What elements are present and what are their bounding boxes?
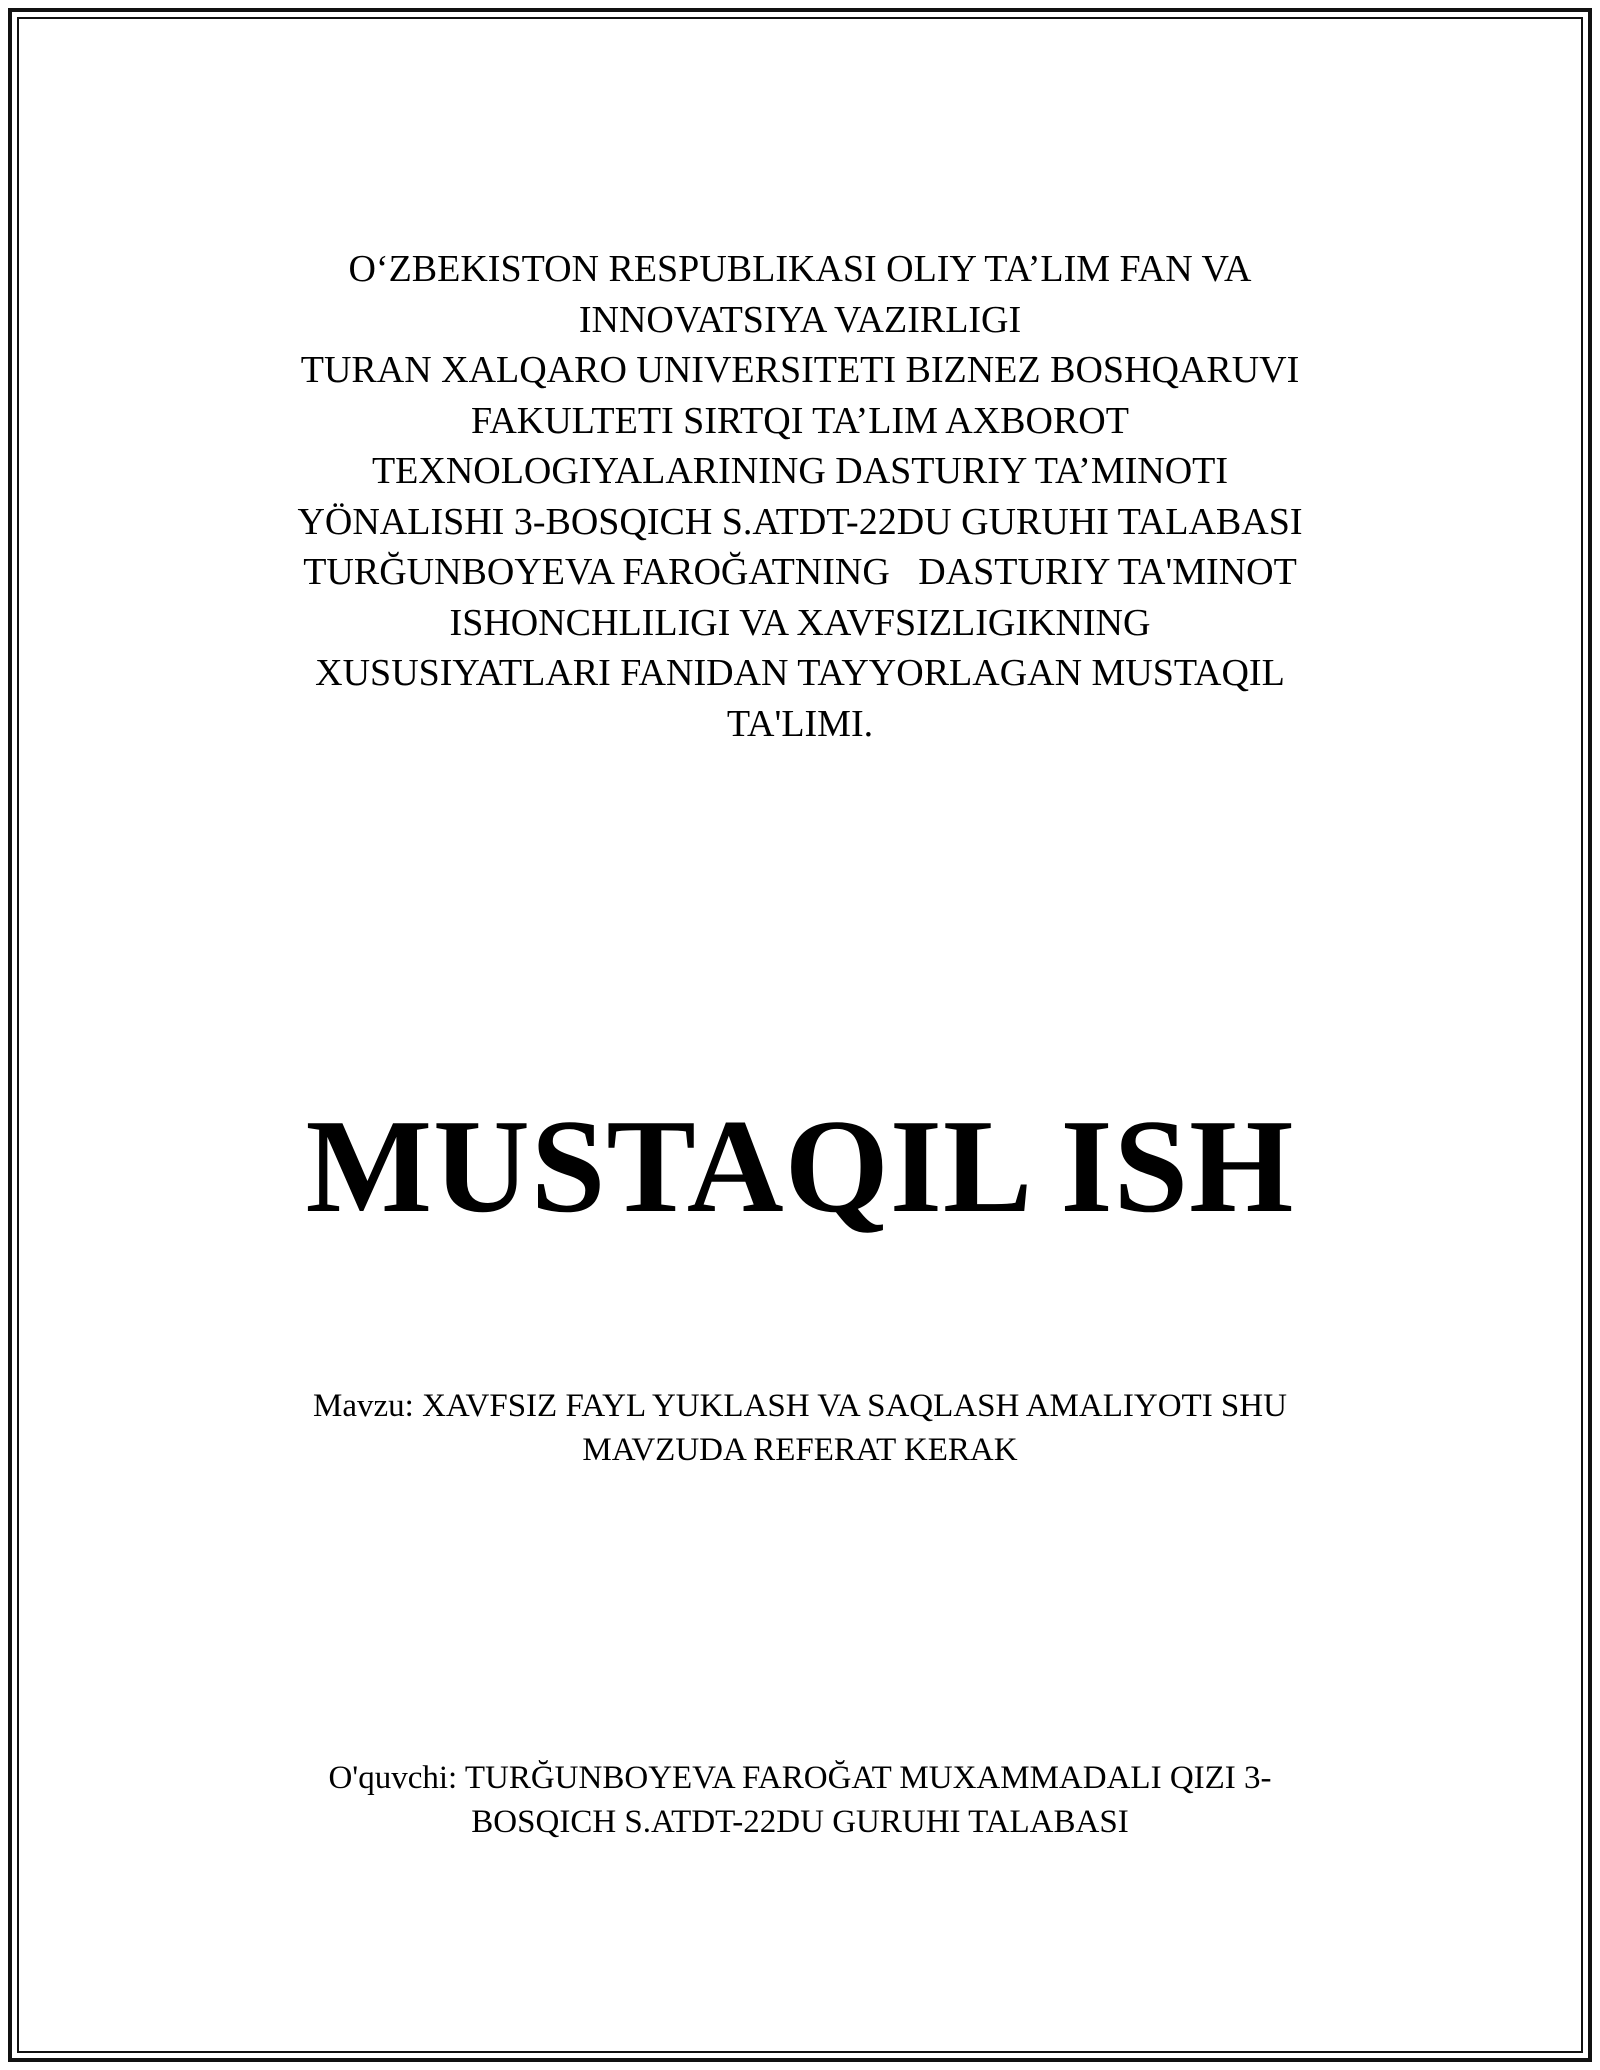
header-line: YÖNALISHI 3-BOSQICH S.ATDT-22DU GURUHI TALABASI [297,500,1303,543]
document-title: MUSTAQIL ISH [305,1092,1295,1240]
student-section [0,1756,1600,1844]
header-line: TURAN XALQARO UNIVERSITETI BIZNEZ BOSHQARUVI [300,349,1300,391]
header-line: ISHONCHLILIGI VA XAVFSIZLIGIKNING [449,601,1151,644]
student-line: O'quvchi: TURĞUNBOYEVA FAROĞAT MUXAMMADALI QIZI 3- [328,1760,1272,1796]
header-line: FAKULTETI SIRTQI TA’LIM AXBOROT [471,399,1129,442]
topic-line: MAVZUDA REFERAT KERAK [582,1432,1018,1468]
header-line: INNOVATSIYA VAZIRLIGI [578,298,1022,341]
header-line: O‘ZBEKISTON RESPUBLIKASI OLIY TA’LIM FAN VA [348,248,1252,290]
topic-line: Mavzu: XAVFSIZ FAYL YUKLASH VA SAQLASH AMALIYOTI SHU [313,1388,1287,1424]
header-line: TEXNOLOGIYALARINING DASTURIY TA’MINOTI [371,450,1229,492]
institution-header [0,244,1600,749]
topic-section [0,1384,1600,1472]
student-line: BOSQICH S.ATDT-22DU GURUHI TALABASI [471,1804,1129,1840]
header-line: TA'LIMI. [726,702,874,745]
header-line: TURĞUNBOYEVA FAROĞATNING DASTURIY TA'MINOT [303,551,1297,593]
header-line: XUSUSIYATLARI FANIDAN TAYYORLAGAN MUSTAQIL [315,652,1285,694]
